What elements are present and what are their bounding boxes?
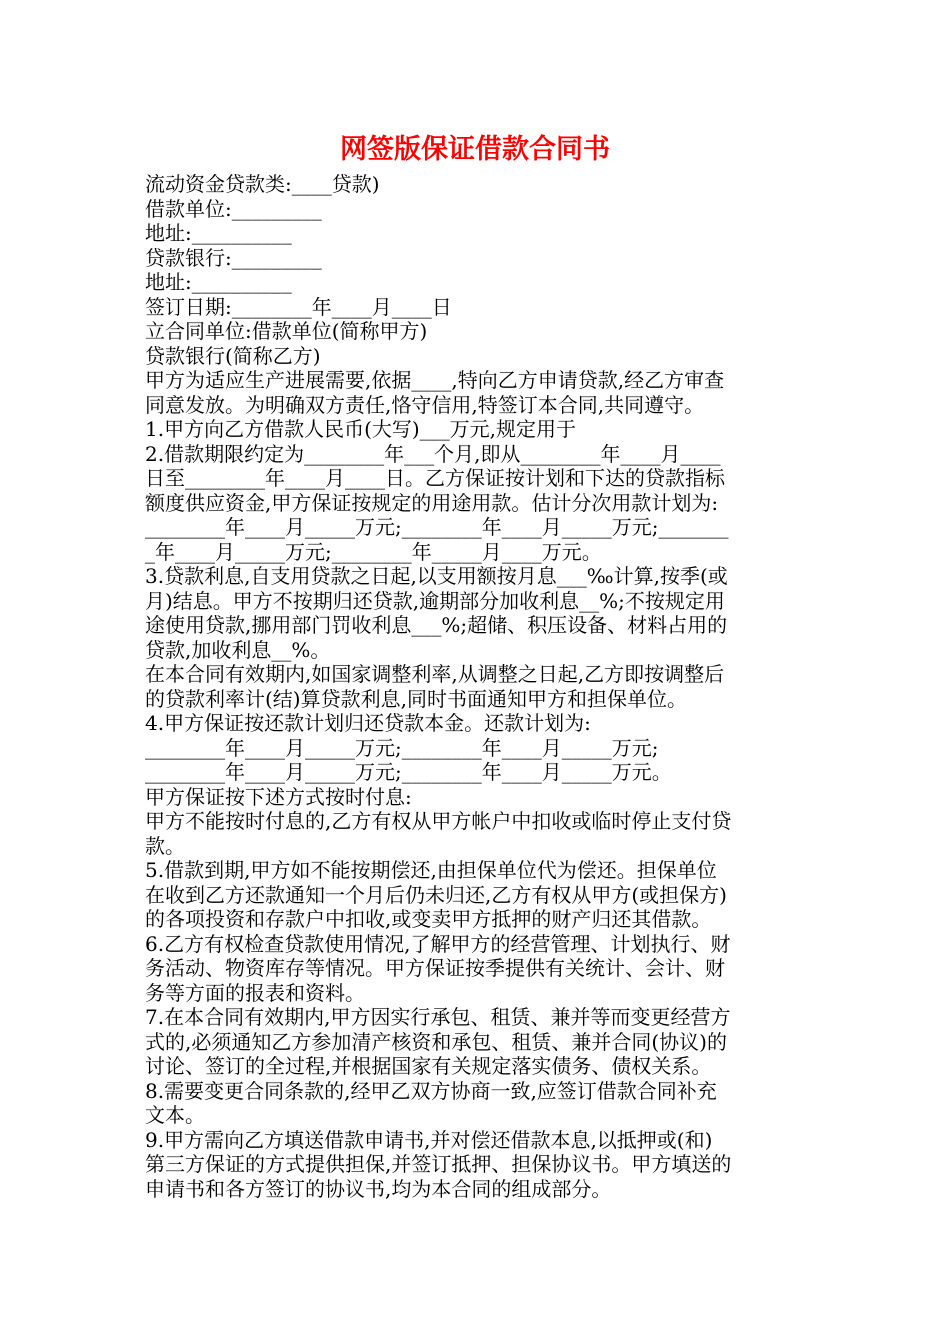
text-line: 8.需要变更合同条款的,经甲乙双方协商一致,应签订借款合同补充 bbox=[145, 1078, 717, 1103]
text-line: 文本。 bbox=[145, 1103, 205, 1127]
text-line: 务等方面的报表和资料。 bbox=[145, 980, 365, 1005]
text-line: 在收到乙方还款通知一个月后仍未归还,乙方有权从甲方(或担保方) bbox=[145, 882, 727, 907]
text-line: ________年____月_____万元;________年____月_____万元。 bbox=[145, 760, 672, 784]
document-title: 网签版保证借款合同书 bbox=[340, 134, 610, 165]
text-line: 4.甲方保证按还款计划归还贷款本金。还款计划为: bbox=[145, 711, 591, 735]
text-line: 甲方为适应生产进展需要,依据____,特向乙方申请贷款,经乙方审查 bbox=[145, 368, 725, 392]
text-line: 甲方不能按时付息的,乙方有权从甲方帐户中扣收或临时停止支付贷 bbox=[145, 809, 732, 833]
text-line: 的各项投资和存款户中扣收,或变卖甲方抵押的财产归还其借款。 bbox=[145, 907, 712, 931]
text-line: 式的,必须通知乙方参加清产核资和承包、租赁、兼并合同(协议)的 bbox=[145, 1029, 727, 1054]
text-line: 借款单位:_________ bbox=[145, 196, 322, 221]
text-line: 甲方保证按下述方式按时付息: bbox=[145, 784, 412, 809]
text-line: 贷款银行(简称乙方) bbox=[145, 343, 321, 368]
text-line: 地址:__________ bbox=[145, 270, 292, 294]
contract-body bbox=[145, 172, 815, 1201]
text-line: 3.贷款利息,自支用贷款之日起,以支用额按月息___‰计算,按季(或 bbox=[145, 564, 728, 588]
text-line: 6.乙方有权检查贷款使用情况,了解甲方的经营管理、计划执行、财 bbox=[145, 931, 731, 956]
text-line: ________年____月_____万元;________年____月_____万元;_______ bbox=[145, 515, 729, 539]
text-line: 申请书和各方签订的协议书,均为本合同的组成部分。 bbox=[145, 1176, 612, 1201]
text-line: 7.在本合同有效期内,甲方因实行承包、租赁、兼并等而变更经营方 bbox=[145, 1005, 731, 1029]
text-line: 流动资金贷款类:____贷款) bbox=[145, 172, 380, 196]
text-line: 讨论、签订的全过程,并根据国家有关规定落实债务、债权关系。 bbox=[145, 1054, 712, 1078]
text-line: 5.借款到期,甲方如不能按期偿还,由担保单位代为偿还。担保单位 bbox=[145, 858, 717, 882]
text-line: 的贷款利率计(结)算贷款利息,同时书面通知甲方和担保单位。 bbox=[145, 686, 687, 711]
text-line: ________年____月_____万元;________年____月_____万元; bbox=[145, 735, 659, 760]
text-line: 同意发放。为明确双方责任,恪守信用,特签订本合同,共同遵守。 bbox=[145, 392, 705, 417]
text-line: 地址:__________ bbox=[145, 221, 292, 245]
text-line: 途使用贷款,挪用部门罚收利息___%;超储、积压设备、材料占用的 bbox=[145, 613, 728, 637]
text-line: 日至________年____月____日。乙方保证按计划和下达的贷款指标 bbox=[145, 466, 725, 490]
text-line: 月)结息。甲方不按期归还贷款,逾期部分加收利息__%;不按规定用 bbox=[145, 588, 725, 613]
text-line: 立合同单位:借款单位(简称甲方) bbox=[145, 319, 428, 343]
text-line: 1.甲方向乙方借款人民币(大写)___万元,规定用于 bbox=[145, 417, 577, 441]
text-line: 贷款,加收利息__%。 bbox=[145, 637, 331, 662]
text-line: 在本合同有效期内,如国家调整利率,从调整之日起,乙方即按调整后 bbox=[145, 662, 725, 686]
text-line: 额度供应资金,甲方保证按规定的用途用款。估计分次用款计划为: bbox=[145, 490, 719, 515]
text-line: _年____月_____万元;________年_____月____万元。 bbox=[145, 539, 602, 564]
text-line: 款。 bbox=[145, 833, 185, 858]
text-line: 2.借款期限约定为________年___个月,即从________年____月____ bbox=[145, 441, 721, 466]
text-line: 贷款银行:_________ bbox=[145, 245, 322, 270]
text-line: 签订日期:________年____月____日 bbox=[145, 294, 452, 319]
text-line: 第三方保证的方式提供担保,并签订抵押、担保协议书。甲方填送的 bbox=[145, 1152, 732, 1176]
text-line: 9.甲方需向乙方填送借款申请书,并对偿还借款本息,以抵押或(和) bbox=[145, 1127, 713, 1152]
text-line: 务活动、物资库存等情况。甲方保证按季提供有关统计、会计、财 bbox=[145, 956, 725, 980]
